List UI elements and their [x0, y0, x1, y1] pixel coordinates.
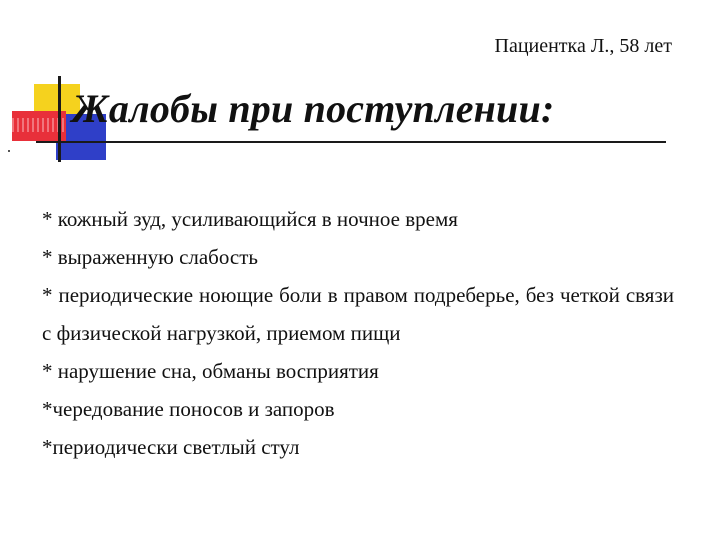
complaint-item: *чередование поносов и запоров — [42, 397, 335, 421]
slide-title: Жалобы при поступлении: — [72, 86, 555, 131]
patient-info: Пациентка Л., 58 лет — [494, 35, 672, 57]
complaint-item: * кожный зуд, усиливающийся в ночное время — [42, 207, 458, 231]
horizontal-rule — [36, 141, 666, 143]
dot-decoration — [8, 150, 10, 152]
complaint-item: * нарушение сна, обманы восприятия — [42, 359, 379, 383]
complaints-list — [42, 200, 674, 466]
vertical-rule — [58, 76, 61, 162]
complaint-item: *периодически светлый стул — [42, 435, 300, 459]
complaint-item: * выраженную слабость — [42, 245, 258, 269]
complaint-item: * периодические ноющие боли в правом подреберье, без четкой связи с физической нагрузкой, приемом пищи — [42, 283, 674, 345]
